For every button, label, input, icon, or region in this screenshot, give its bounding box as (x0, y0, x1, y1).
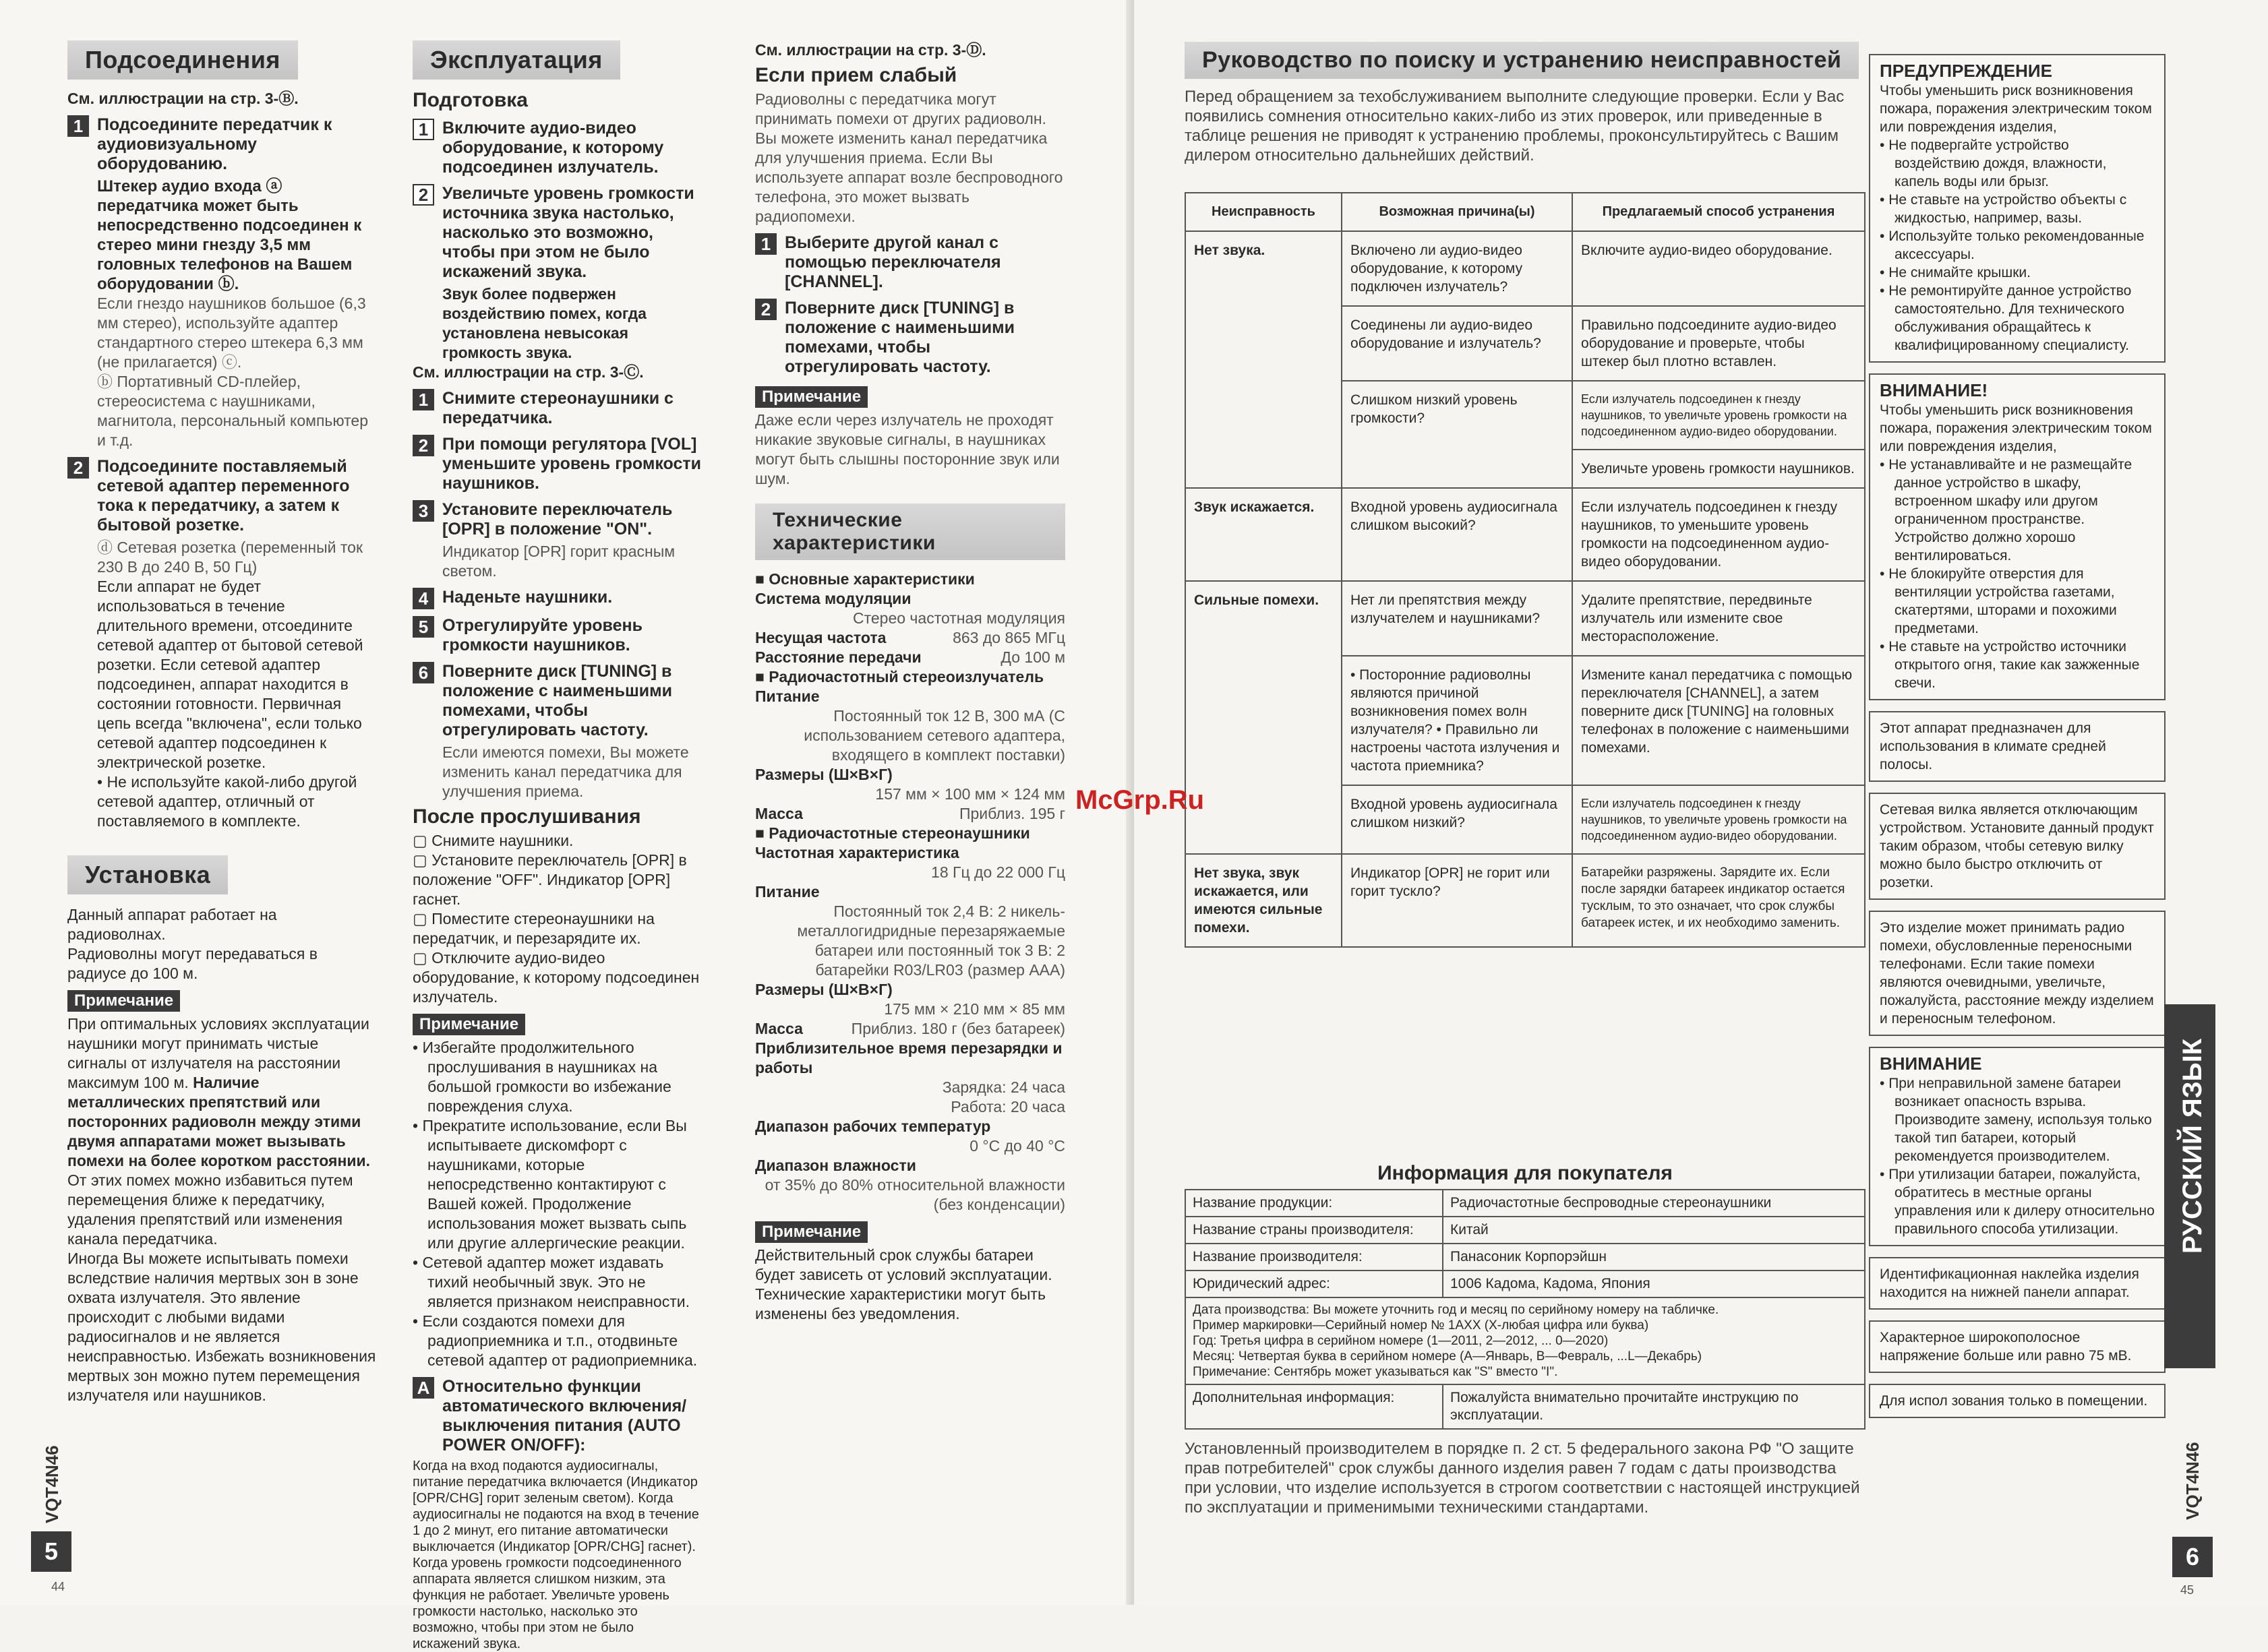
warning-1-bullet-4-text: Не снимайте крышки. (1888, 265, 2031, 280)
spec-dim-label: Размеры (Ш×В×Г) (755, 766, 893, 783)
buyer-value-1: Радиочастотные беспроводные стереонаушники (1443, 1190, 1865, 1217)
warning-3-bullet-2: • При утилизации батареи, пожалуйста, обратитесь в местные органы управления или к дилеру относительно правильного способа утилизации. (1880, 1167, 2155, 1237)
spec-freq-label: Несущая частота (755, 629, 887, 646)
op-step-2 (413, 184, 703, 282)
warning-2-bullet-3-text: Не ставьте на устройство источники открытого огня, такие как зажженные свечи. (1888, 639, 2140, 691)
info-box-3: Это изделие может принимать радио помехи, обусловленные переносными телефонами. Если такие помехи являются очевидными, увеличьте, пожалуйста, расстояние между изделием и переносным телефоном. (1869, 911, 2166, 1036)
spec-mod-value: Стерео частотная модуляция (852, 609, 1065, 627)
warning-2-bullet-2: • Не блокируйте отверстия для вентиляции устройства газетами, скатертями, шторами и похожими предметами. (1880, 566, 2117, 636)
spec-freq (755, 628, 1065, 648)
warning-1-body: Чтобы уменьшить риск возникновения пожара, поражения электрическим током или повреждения изделия, (1880, 83, 2152, 135)
connect-step-2-d: ⓓ Сетевая розетка (переменный ток 230 В до 240 В, 50 Гц) (97, 539, 363, 576)
warning-1-bullet-5: • Не ремонтируйте данное устройство самостоятельно. Для технического обслуживания обращайтесь к квалифицированному специалисту. (1880, 283, 2132, 353)
table-row (1185, 1190, 1865, 1217)
buyer-value-2: Китай (1443, 1217, 1865, 1244)
warning-1-bullet-2: • Не ставьте на устройство объекты с жидкостью, например, вазы. (1880, 192, 2127, 226)
op-step-number-5: 3 (413, 500, 434, 522)
weak-specs-column (755, 40, 1065, 1324)
connect-step-1-title: Подсоедините передатчик к аудиовизуальному оборудованию. (97, 115, 332, 173)
trouble-problem-9: Нет звука, звук искажается, или имеются сильные помехи. (1185, 854, 1342, 947)
op-step-number-6: 4 (413, 588, 434, 609)
op-step-number-3: 1 (413, 389, 434, 410)
spec-temp-label: Диапазон рабочих температур (755, 1118, 991, 1135)
buyer-value-3: Панасоник Корпорэйшн (1443, 1244, 1865, 1271)
install-n1c: От этих помех можно избавиться путем перемещения ближе к передатчику, удаления препятствий или изменения канала передатчика. (67, 1171, 353, 1248)
trouble-cause-7: • Посторонние радиоволны являются причиной возникновения помех волн излучателя? • Правильно ли настроены частота излучения и частота приемника? (1342, 656, 1572, 785)
specs-note-2: Технические характеристики могут быть изменены без уведомления. (755, 1285, 1046, 1322)
buyer-label-4: Юридический адрес: (1185, 1271, 1443, 1297)
spec-mass (755, 804, 1065, 824)
connections-see: См. иллюстрации на стр. 3-Ⓑ. (67, 90, 299, 107)
step-number-2: 2 (67, 457, 89, 479)
op-step-4-text: При помощи регулятора [VOL] уменьшите уровень громкости наушников. (442, 435, 701, 493)
after-4-text: Отключите аудио-видео оборудование, к которому подсоединен излучатель. (413, 949, 700, 1006)
op-step-8-note: Если имеются помехи, Вы можете изменить канал передатчика для улучшения приема. (442, 743, 689, 800)
date-line-4: Месяц: Четвертая буква в серийном номере (A—Январь, B—Февраль, ...L—Декабрь) (1193, 1349, 1702, 1364)
trouble-fix-9: Батарейки разряжены. Зарядите их. Если после зарядки батареек индикатор остается тусклым, то это означает, что срок службы батареек истек, и их необходимо заменить. (1572, 854, 1865, 947)
info-box-4: Идентификационная наклейка изделия находится на нижней панели аппарат. (1869, 1257, 2166, 1310)
after-2: ▢ Установите переключатель [OPR] в положение "OFF". Индикатор [OPR] гаснет. (413, 851, 687, 908)
weak-step-number-2: 2 (755, 299, 777, 320)
table-row (1185, 1297, 1865, 1384)
spec-charge: Зарядка: 24 часа (942, 1078, 1065, 1096)
spec-hum-label: Диапазон влажности (755, 1157, 916, 1174)
warning-1-bullet-3-text: Используйте только рекомендованные аксессуары. (1888, 228, 2145, 262)
after-2-text: Установите переключатель [OPR] в положение "OFF". Индикатор [OPR] гаснет. (413, 851, 687, 908)
install-n2: Иногда Вы можете испытывать помехи вследствие наличия мертвых зон в зоне охвата излучателя. Это явление происходит с любыми видами радиосигналов и не является неисправностью. Избежать возникновения мертвых зон можно путем перемещения излучателя или наушников. (67, 1250, 376, 1404)
trouble-intro: Перед обращением за техобслуживанием выполните следующие проверки. Если у Вас появились сомнения относительно каких-либо из этих проверок, или приведенные в таблице решения не приводят к устранению проблемы, проконсультируйтесь с Вашим дилером относительно дальнейших действий. (1185, 88, 1845, 164)
connections-title: Подсоединения (67, 40, 298, 80)
after-4: ▢ Отключите аудио-видео оборудование, к которому подсоединен излучатель. (413, 949, 700, 1006)
connect-step-2-title: Подсоедините поставляемый сетевой адаптер переменного тока к передатчику, а затем к бытовой розетке. (97, 457, 350, 534)
warning-2-body: Чтобы уменьшить риск возникновения пожара, поражения электрическим током или повреждения изделия, (1880, 402, 2152, 454)
spec-dim-value: 157 мм × 100 мм × 124 мм (875, 785, 1065, 803)
spec-mass-label: Масса (755, 805, 803, 822)
operation-title: Эксплуатация (413, 40, 620, 80)
buyer-title: Информация для покупателя (1377, 1162, 1673, 1184)
connect-step-1-b: ⓑ Портативный CD-плейер, стереосистема с наушниками, магнитола, персональный компьютер и т.д. (97, 373, 369, 449)
info-box-6: Для испол зования только в помещении. (1869, 1384, 2166, 1418)
op-step-6-text: Наденьте наушники. (442, 588, 613, 607)
specs-note-1: Действительный срок службы батареи будет зависеть от условий эксплуатации. (755, 1246, 1052, 1283)
op-step-number-4: 2 (413, 435, 434, 456)
weak-step-1-text: Выберите другой канал с помощью переключателя [CHANNEL]. (785, 233, 1001, 291)
buyer-footer: Установленный производителем в порядке п. 2 ст. 5 федерального закона РФ "О защите прав потребителей" срок службы данного изделия равен 7 годам с даты производства при условии, что изделие используется в строгом соответствии с настоящей инструкцией по эксплуатации и применимыми техническими стандартами. (1185, 1440, 1860, 1517)
warning-3-bullet-1: • При неправильной замене батареи возникает опасность взрыва. Производите замену, используя только такой тип батареи, который рекомендуется производителем. (1880, 1076, 2152, 1164)
warning-2-bullet-1: • Не устанавливайте и не размещайте данное устройство в шкафу, встроенном шкафу или другом ограниченном пространстве. Устройство должно хорошо вентилироваться. (1880, 457, 2132, 563)
trouble-problem-1: Нет звука. (1185, 231, 1342, 488)
weak-note-label: Примечание (755, 386, 868, 408)
after-3-text: Поместите стереонаушники на передатчик, и перезарядите их. (413, 910, 655, 947)
trouble-cause-6: Нет ли препятствия между излучателем и наушниками? (1342, 581, 1572, 656)
warning-1-bullet-2-text: Не ставьте на устройство объекты с жидкостью, например, вазы. (1888, 192, 2127, 226)
warning-box-2 (1869, 373, 2166, 700)
op-note-4: • Если создаются помехи для радиоприемника и т.п., отодвиньте сетевой адаптер от радиоприемника. (413, 1312, 698, 1369)
watermark-text: McGrp.Ru (1075, 785, 1205, 815)
connect-step-2-body: Если аппарат не будет использоваться в течение длительного времени, отсоедините сетевой адаптер от бытовой сетевой розетки. Если сетевой адаптер подсоединен, аппарат находится в состоянии готовности. Первичная цепь всегда "включена", если только сетевой адаптер подсоединен к электрической розетке. (97, 578, 363, 771)
specs-main-heading: ■ Основные характеристики (755, 570, 975, 588)
buyer-table (1185, 1189, 1866, 1430)
warning-2-bullet-2-text: Не блокируйте отверстия для вентиляции устройства газетами, скатертями, шторами и похожими предметами. (1888, 566, 2117, 636)
buyer-extra-label: Дополнительная информация: (1185, 1384, 1443, 1429)
left-vcode: VQT4N46 (42, 1445, 62, 1523)
op-step-3-text: Снимите стереонаушники с передатчика. (442, 389, 674, 427)
spec-power-value: Постоянный ток 12 В, 300 мА (С использованием сетевого адаптера, входящего в комплект поставки) (804, 707, 1065, 764)
after-heading: После прослушивания (413, 805, 641, 828)
date-line-5: Примечание: Сентябрь может указываться как "S" вместо "I". (1193, 1365, 1558, 1379)
connect-step-1-note: Если гнездо наушников большое (6,3 мм стерео), используйте адаптер стандартного стерео штекера 6,3 мм (не прилагается) ⓒ. (97, 295, 366, 371)
weak-step-1 (755, 233, 1065, 292)
spec-hp-mass-value: Приблиз. 180 г (без батареек) (851, 1020, 1065, 1037)
trouble-fix-4: Увеличьте уровень громкости наушников. (1572, 450, 1865, 488)
op-step-number-7: 5 (413, 616, 434, 638)
trouble-header-fix: Предлагаемый способ устранения (1572, 193, 1865, 231)
spec-time-label: Приблизительное время перезарядки и работы (755, 1039, 1063, 1076)
op-note-3: • Сетевой адаптер может издавать тихий необычный звук. Это не является признаком неисправности. (413, 1254, 690, 1310)
language-label: РУССКИЙ ЯЗЫК (2178, 1038, 2207, 1254)
op-step-number-1: 1 (413, 119, 434, 140)
buyer-label-3: Название производителя: (1185, 1244, 1443, 1271)
spec-temp-value: 0 °C до 40 °C (969, 1137, 1065, 1155)
connect-step-2-bullet: • Не используйте какой-либо другой сетевой адаптер, отличный от поставляемого в комплекте. (97, 773, 357, 830)
trouble-cause-3: Слишком низкий уровень громкости? (1342, 381, 1572, 488)
table-row (1185, 854, 1865, 947)
spec-mod-label: Система модуляции (755, 590, 912, 607)
auto-power-icon: A (413, 1377, 434, 1399)
trouble-title: Руководство по поиску и устранению неисправностей (1185, 42, 1859, 79)
op-note-2: • Прекратите использование, если Вы испытываете дискомфорт с наушниками, которые непосредственно контактируют с Вашей кожей. Продолжение использования может вызвать сыпь или другие аллергические реакции. (413, 1117, 687, 1252)
weak-body: Радиоволны с передатчика могут принимать помехи от других радиоволн. Вы можете изменить канал передатчика для улучшения приема. Если Вы используете аппарат возле беспроводного телефона, это может вызвать радиопомехи. (755, 90, 1063, 225)
warning-2-title: ВНИМАНИЕ! (1880, 380, 1988, 400)
op-step-7 (413, 616, 703, 655)
operation-column (413, 40, 703, 1652)
install-p2: Радиоволны могут передаваться в радиусе до 100 м. (67, 945, 318, 982)
op-step-6 (413, 588, 703, 609)
left-page-small: 44 (51, 1580, 65, 1593)
weak-note-body: Даже если через излучатель не проходят никакие звуковые сигналы, в наушниках могут быть слышны посторонние звук или шум. (755, 411, 1060, 487)
op-step-number-8: 6 (413, 662, 434, 683)
spec-mass-value: Приблиз. 195 г (959, 805, 1065, 822)
spec-freq-value: 863 до 865 МГц (953, 629, 1065, 646)
weak-step-2 (755, 299, 1065, 377)
right-vcode: VQT4N46 (2182, 1442, 2203, 1520)
trouble-cause-2: Соединены ли аудио-видео оборудование и излучатель? (1342, 306, 1572, 381)
specs-section (755, 503, 1065, 1324)
install-title: Установка (67, 855, 228, 894)
date-line-3: Год: Третья цифра в серийном номере (1—2011, 2—2012, ... 0—2020) (1193, 1334, 1609, 1348)
trouble-fix-2: Правильно подсоедините аудио-видео оборудование и проверьте, чтобы штекер был плотно вставлен. (1572, 306, 1865, 381)
buyer-section (1185, 1158, 1866, 1517)
spec-hp-dim-label: Размеры (Ш×В×Г) (755, 981, 893, 998)
install-note-label: Примечание (67, 990, 180, 1012)
buyer-value-4: 1006 Кадома, Кадома, Япония (1443, 1271, 1865, 1297)
install-p1: Данный аппарат работает на радиоволнах. (67, 906, 277, 943)
prep-heading: Подготовка (413, 89, 528, 111)
op-step-1-text: Включите аудио-видео оборудование, к которому подсоединен излучатель. (442, 119, 664, 177)
warning-3-bullet-1-text: При неправильной замене батареи возникает опасность взрыва. Производите замену, используя только такой тип батареи, который рекомендуется производителем. (1888, 1076, 2152, 1164)
trouble-fix-3: Если излучатель подсоединен к гнезду наушников, то увеличьте уровень громкости на подсоединенном аудио-видео оборудовании. (1572, 381, 1865, 450)
spec-dist (755, 648, 1065, 667)
spec-power-label: Питание (755, 687, 820, 705)
right-page-number: 6 (2172, 1537, 2213, 1577)
weak-step-2-text: Поверните диск [TUNING] в положение с наименьшими помехами, чтобы отрегулировать частоту. (785, 299, 1015, 376)
op-step-1 (413, 119, 703, 177)
date-line-1: Дата производства: Вы можете уточнить год и месяц по серийному номеру на табличке. (1193, 1303, 1719, 1317)
spec-hp-power-value: Постоянный ток 2,4 В: 2 никель-металлогидридные перезаряжаемые батареи или постоянный ток 3 В: 2 батарейки R03/LR03 (размер AAA) (797, 903, 1065, 979)
specs-title: Технические характеристики (755, 503, 1065, 560)
warning-1-bullet-1: • Не подвергайте устройство воздействию дождя, влажности, капель воды или брызг. (1880, 137, 2107, 189)
spec-work: Работа: 20 часа (951, 1098, 1065, 1115)
table-row (1185, 1384, 1865, 1429)
op-step-7-text: Отрегулируйте уровень громкости наушников. (442, 616, 643, 654)
install-section (67, 855, 378, 1405)
trouble-fix-8: Если излучатель подсоединен к гнезду наушников, то увеличьте уровень громкости на подсоединенном аудио-видео оборудовании. (1572, 785, 1865, 854)
table-row (1185, 581, 1865, 656)
spec-hum-value: от 35% до 80% относительной влажности (без конденсации) (765, 1176, 1065, 1213)
buyer-date-info (1185, 1297, 1865, 1384)
right-page (1134, 0, 2268, 1605)
op-note-1: • Избегайте продолжительного прослушивания в наушниках на большой громкости во избежание повреждения слуха. (413, 1039, 672, 1115)
install-n1b: Наличие металлических препятствий или посторонних радиоволн между этими двумя аппаратами может вызывать помехи на более коротком расстоянии. (67, 1074, 371, 1169)
connect-step-1-body: Штекер аудио входа ⓐ передатчика может быть непосредственно подсоединен к стерео мини гнезду 3,5 мм головных телефонов на Вашем оборудовании ⓑ. (97, 177, 362, 293)
warnings-column (1869, 54, 2166, 1429)
connect-step-2 (67, 457, 378, 535)
warning-1-bullet-4: • Не снимайте крышки. (1880, 265, 2031, 280)
warning-1-bullet-3: • Используйте только рекомендованные аксессуары. (1880, 228, 2145, 262)
spec-dist-value: До 100 м (1001, 648, 1065, 666)
op-step-5-text: Установите переключатель [OPR] в положение "ON". (442, 500, 673, 539)
trouble-problem-6: Сильные помехи. (1185, 581, 1342, 854)
warning-2-bullet-3: • Не ставьте на устройство источники открытого огня, такие как зажженные свечи. (1880, 639, 2140, 691)
after-1-text: Снимите наушники. (431, 832, 574, 849)
info-box-1: Этот аппарат предназначен для использования в климате средней полосы. (1869, 711, 2166, 782)
table-row (1185, 1244, 1865, 1271)
spec-fr-label: Частотная характеристика (755, 844, 959, 861)
weak-step-number-1: 1 (755, 233, 777, 255)
weak-see: См. иллюстрации на стр. 3-Ⓓ. (755, 41, 986, 59)
table-row (1185, 1217, 1865, 1244)
info-box-2: Сетевая вилка является отключающим устройством. Установите данный продукт таким образом, чтобы сетевую вилку можно было быстро отключить от розетки. (1869, 793, 2166, 900)
op-step-5-note: Индикатор [OPR] горит красным светом. (442, 543, 676, 580)
install-n1: При оптимальных условиях эксплуатации наушники могут принимать чистые сигналы от излучателя на расстоянии максимум 100 м. (67, 1015, 369, 1091)
trouble-header-cause: Возможная причина(ы) (1342, 193, 1572, 231)
trouble-cause-1: Включено ли аудио-видео оборудование, к которому подключен излучатель? (1342, 231, 1572, 306)
date-line-2: Пример маркировки—Серийный номер № 1AXX (X-любая цифра или буква) (1193, 1318, 1649, 1333)
trouble-problem-5: Звук искажается. (1185, 488, 1342, 581)
warning-1-bullet-1-text: Не подвергайте устройство воздействию дождя, влажности, капель воды или брызг. (1888, 137, 2107, 189)
trouble-fix-7: Измените канал передатчика с помощью переключателя [CHANNEL], а затем поверните диск [TUNING] на головных телефонах в положение с наименьшими помехами. (1572, 656, 1865, 785)
auto-power-body: Когда на вход подаются аудиосигналы, питание передатчика включается (Индикатор [OPR/CHG] горит зеленым светом). Когда аудиосигналы не подаются на вход в течение 1 до 2 минут, его питание автоматически выключается (Индикатор [OPR/CHG] гаснет). Когда уровень громкости подсоединенного аппарата является слишком низким, эта функция не работает. Увеличьте уровень громкости настолько, насколько это возможно, чтобы при этом не было искажений звука. (413, 1459, 699, 1651)
trouble-header-problem: Неисправность (1185, 193, 1342, 231)
trouble-fix-6: Удалите препятствие, передвиньте излучатель или измените свое месторасположение. (1572, 581, 1865, 656)
right-page-small: 45 (2180, 1583, 2195, 1597)
left-page-number: 5 (31, 1531, 71, 1572)
warning-3-title: ВНИМАНИЕ (1880, 1053, 1982, 1074)
warning-box-3 (1869, 1047, 2166, 1246)
op-step-3 (413, 389, 703, 428)
buyer-label-2: Название страны производителя: (1185, 1217, 1443, 1244)
trouble-cause-9: Индикатор [OPR] не горит или горит тускло? (1342, 854, 1572, 947)
specs-hp-heading: ■ Радиочастотные стереонаушники (755, 824, 1030, 842)
warning-1-bullet-5-text: Не ремонтируйте данное устройство самостоятельно. Для технического обслуживания обращайтесь к квалифицированному специалисту. (1888, 283, 2132, 353)
trouble-cause-5: Входной уровень аудиосигнала слишком высокий? (1342, 488, 1572, 581)
step-number-1: 1 (67, 115, 89, 137)
info-box-5: Характерное широкополосное напряжение больше или равно 75 мВ. (1869, 1320, 2166, 1373)
left-page (0, 0, 1134, 1651)
warning-3-bullet-2-text: При утилизации батареи, пожалуйста, обратитесь в местные органы управления или к дилеру относительно правильного способа утилизации. (1888, 1167, 2155, 1237)
op-step-number-2: 2 (413, 184, 434, 206)
op-step-8 (413, 662, 703, 740)
connect-step-1 (67, 115, 378, 174)
spec-hp-mass (755, 1019, 1065, 1039)
op-step-5 (413, 500, 703, 539)
spec-fr-value: 18 Гц до 22 000 Гц (931, 863, 1065, 881)
trouble-fix-1: Включите аудио-видео оборудование. (1572, 231, 1865, 306)
weak-title: Если прием слабый (755, 64, 957, 86)
connections-column (67, 40, 378, 1405)
spec-hp-dim-value: 175 мм × 210 мм × 85 мм (884, 1000, 1065, 1018)
table-row (1185, 1271, 1865, 1297)
table-row (1185, 231, 1865, 306)
buyer-extra-value: Пожалуйста внимательно прочитайте инструкцию по эксплуатации. (1443, 1384, 1865, 1429)
auto-power-heading (413, 1377, 703, 1455)
spec-hp-power-label: Питание (755, 883, 820, 900)
operation-note-label: Примечание (413, 1014, 525, 1035)
warning-box-1 (1869, 54, 2166, 363)
after-1: ▢ Снимите наушники. (413, 832, 574, 849)
buyer-label-1: Название продукции: (1185, 1190, 1443, 1217)
warning-2-bullet-1-text: Не устанавливайте и не размещайте данное устройство в шкафу, встроенном шкафу или другом ограниченном пространстве. Устройство должно хорошо вентилироваться. (1888, 457, 2132, 563)
spec-dist-label: Расстояние передачи (755, 648, 922, 666)
op-step-2-text: Увеличьте уровень громкости источника звука настолько, насколько это возможно, чтобы при этом не было искажений звука. (442, 184, 694, 281)
op-step-8-text: Поверните диск [TUNING] в положение с наименьшими помехами, чтобы отрегулировать частоту. (442, 662, 673, 739)
trouble-header-row (1185, 193, 1865, 231)
trouble-cause-8: Входной уровень аудиосигнала слишком низкий? (1342, 785, 1572, 854)
trouble-table (1185, 192, 1866, 948)
op-step-2-note: Звук более подвержен воздействию помех, когда установлена невысокая громкость звука. (442, 285, 647, 361)
trouble-fix-5: Если излучатель подсоединен к гнезду наушников, то уменьшите уровень громкости на подсоединенном аудио-видео оборудовании. (1572, 488, 1865, 581)
spec-hp-mass-label: Масса (755, 1020, 803, 1037)
specs-note-label: Примечание (755, 1221, 868, 1243)
warning-1-title: ПРЕДУПРЕЖДЕНИЕ (1880, 61, 2052, 81)
specs-tx-heading: ■ Радиочастотный стереоизлучатель (755, 668, 1044, 685)
after-3: ▢ Поместите стереонаушники на передатчик, и перезарядите их. (413, 910, 655, 947)
auto-power-title: Относительно функции автоматического включения/выключения питания (AUTO POWER ON/OFF): (442, 1377, 687, 1455)
operation-see: См. иллюстрации на стр. 3-Ⓒ. (413, 363, 644, 381)
op-step-4 (413, 435, 703, 493)
table-row (1185, 488, 1865, 581)
